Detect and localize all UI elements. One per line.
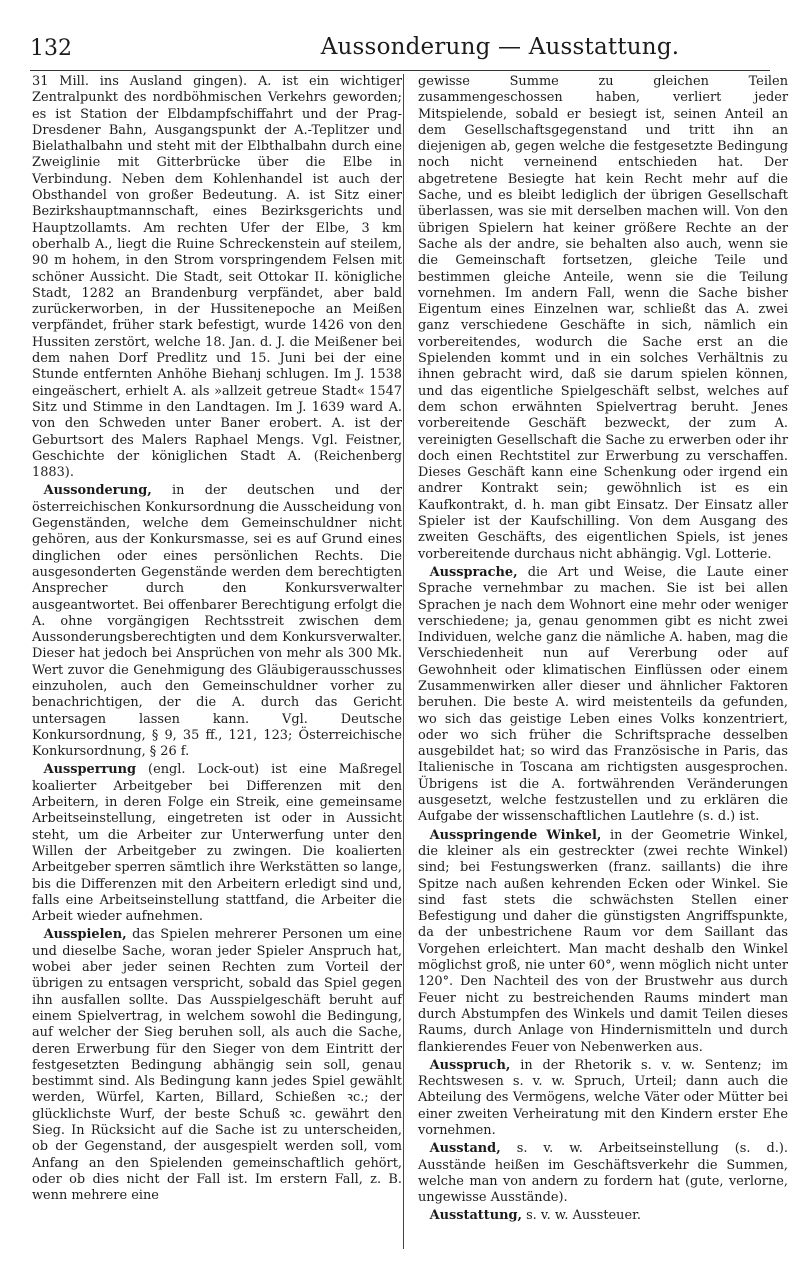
header-rule — [30, 70, 770, 71]
entry-aussperrung — [32, 762, 402, 925]
entry-text: die Art und Weise, die Laute einer Sprache vernehmbar zu machen. Sie ist bei allen Sprachen je nach dem Wohnort eine mehr oder weniger verschiedene; ja, genau genommen gibt es nicht zwei Individuen, welche ganz die nämliche A. haben, mag die Verschiedenheit nun auf Vererbung oder auf Gewohnheit oder klimatischen Einflüssen oder einem Zusammenwirken aller dieser und ähnlicher Faktoren beruhen. Die beste A. wird meistenteils da gefunden, wo sich das geistige Leben eines Volks konzentriert, oder wo sich früher die Schriftsprache desselben ausgebildet hat; so wird das Französische in Paris, das Italienische in Toscana am richtigsten ausgesprochen. Übrigens ist die A. fortwährenden Veränderungen ausgesetzt, welche festzustellen und zu erklären die Aufgabe der wissenschaftlichen Lautlehre (s. d.) ist. — [418, 564, 788, 825]
page-header — [30, 32, 770, 66]
entry-text: in der deutschen und der österreichischen Konkursordnung die Ausscheidung von Gegenständen, welche dem Gemeinschuldner nicht gehören, aus der Konkursmasse, sei es auf Grund eines dinglichen oder eines persönlichen Rechts. Die ausgesonderten Gegenstände werden dem berechtigten Ansprecher durch den Konkursverwalter ausgeantwortet. Bei offenbarer Berechtigung erfolgt die A. ohne vorgängigen Rechtsstreit zwischen dem Aussonderungsberechtigten und dem Konkursverwalter. Dieser hat jedoch bei Ansprüchen von mehr als 300 Mk. Wert zuvor die Genehmigung des Gläubigerausschusses einzuholen, auch den Gemeinschuldner vorher zu benachrichtigen, der die A. durch das Gericht untersagen lassen kann. Vgl. Deutsche Konkursordnung, § 9, 35 ff., 121, 123; Österreichische Konkursordnung, § 26 f. — [32, 483, 402, 760]
headword: Aussprache, — [429, 564, 518, 580]
headword: Ausspruch, — [429, 1057, 511, 1073]
entry-ausspruch — [418, 1058, 788, 1139]
entry-ausspielen — [32, 927, 402, 1204]
entry-aussonderung — [32, 483, 402, 760]
entry-text: das Spielen mehrerer Personen um eine und dieselbe Sache, woran jeder Spieler Anspruch hat, wobei aber jeder seinen Rechten zum Vorteil der übrigen zu entsagen verspricht, sobald das Spiel gegen ihn ausfallen sollte. Das Ausspielgeschäft beruht auf einem Spielvertrag, in welchem sowohl die Bedingung, auf welcher der Sieg beruhen soll, als auch die Sache, deren Erwerbung für den Sieger von dem Eintritt der festgesetzten Bedingung abhängig sein soll, genau bestimmt sind. Als Bedingung kann jedes Spiel gewählt werden, Würfel, Karten, Billard, Schießen ꝛc.; der glücklichste Wurf, der beste Schuß ꝛc. gewährt den Sieg. In Rücksicht auf die Sache ist zu unterscheiden, ob der Gegenstand, der ausgespielt werden soll, vom Anfang an den Spielenden gemeinschaftlich gehört, oder ob dies nicht der Fall ist. Im erstern Fall, z. B. wenn mehrere eine — [32, 927, 402, 1204]
right-continuation-text: gewisse Summe zu gleichen Teilen zusammengeschossen haben, verliert jeder Mitspielende, sobald er besiegt ist, seinen Anteil an dem Gesellschaftsgegenstand und tritt ihn an diejenigen ab, gegen welche die festgesetzte Bedingung noch nicht verneinend entschieden hat. Der abgetretene Besiegte hat kein Recht mehr auf die Sache, und es bleibt lediglich der übrigen Gesellschaft überlassen, was sie mit derselben machen will. Von den übrigen Spielern hat keiner größere Rechte an der Sache als der andre, sie behalten also auch, wenn sie die Gemeinschaft fortsetzen, gleiche Teile und bestimmen gleiche Anteile, wenn sie die Teilung vornehmen. Im andern Fall, wenn die Sache bisher Eigentum eines Einzelnen war, schließt das A. zwei ganz verschiedene Geschäfte in sich, nämlich ein vorbereitendes, wodurch die Sache erst an die Spielenden kommt und in ein solches Verhältnis zu ihnen gebracht wird, daß sie darum spielen können, und das eigentliche Spielgeschäft selbst, welches auf dem schon erwähnten Spielvertrag beruht. Jenes vorbereitende Geschäft bezweckt, der zum A. vereinigten Gesellschaft die Sache zu erwerben oder ihr doch einen Rechtstitel zur Erwerbung zu verschaffen. Dieses Geschäft kann eine Schenkung oder irgend ein andrer Kontrakt sein; gewöhnlich ist es ein Kaufkontrakt, d. h. man gibt Einsatz. Der Einsatz aller Spieler ist der Kaufschilling. Von dem Ausgang des zweiten Geschäfts, des eigentlichen Spiels, ist jenes vorbereitende durchaus nicht abhängig. Vgl. Lotterie. — [418, 74, 788, 562]
headword: Ausspringende Winkel, — [429, 827, 602, 843]
page-number: 132 — [30, 36, 72, 61]
entry-ausstattung — [418, 1208, 788, 1224]
headword: Ausstattung, — [429, 1208, 522, 1224]
entry-ausspringende-winkel — [418, 828, 788, 1056]
headword: Aussonderung, — [43, 483, 152, 499]
running-head: Aussonderung — Ausstattung. — [320, 34, 680, 60]
entry-text: in der Rhetorik s. v. w. Sentenz; im Rechtswesen s. v. w. Spruch, Urteil; dann auch die Abteilung des Vermögens, welche Väter oder Mütter bei einer zweiten Verheiratung mit den Kindern erster Ehe vornehmen. — [418, 1057, 788, 1138]
entry-ausstand — [418, 1141, 788, 1206]
headword: Ausstand, — [429, 1141, 501, 1157]
column-divider — [403, 74, 404, 1249]
right-column — [418, 74, 788, 1227]
entry-text: (engl. Lock-out) ist eine Maßregel koalierter Arbeitgeber bei Differenzen mit den Arbeitern, in deren Folge ein Streik, eine gemeinsame Arbeitseinstellung, eingetreten ist oder in Aussicht steht, um die Arbeiter zur Unterwerfung unter den Willen der Arbeitgeber zu zwingen. Die koalierten Arbeitgeber sperren sämtlich ihre Werkstätten so lange, bis die Differenzen mit den Arbeitern erledigt sind und, falls eine Arbeitseinstellung stattfand, die Arbeiter die Arbeit wieder aufnehmen. — [32, 762, 402, 925]
entry-text: s. v. w. Arbeitseinstellung (s. d.). Ausstände heißen im Geschäftsverkehr die Summen, welche man von andern zu fordern hat (gute, verlorne, ungewisse Ausstände). — [418, 1141, 788, 1206]
entry-text: s. v. w. Aussteuer. — [521, 1208, 641, 1224]
entry-text: in der Geometrie Winkel, die kleiner als ein gestreckter (zwei rechte Winkel) sind; bei Festungswerken (franz. saillants) die ihre Spitze nach außen kehrenden Ecken oder Winkel. Sie sind fast stets die schwächsten Stellen einer Befestigung und daher die günstigsten Angriffspunkte, da der unbestrichene Raum vor dem Saillant das Vorgehen erleichtert. Man macht deshalb den Winkel möglichst groß, nie unter 60°, wenn möglich nicht unter 120°. Den Nachteil des von der Brustwehr aus durch Feuer nicht zu bestreichenden Raums mindert man durch Abstumpfen des Winkels und damit Teilen dieses Raums, durch Anlage von Hindernismitteln und durch flankierendes Feuer von Nebenwerken aus. — [418, 827, 789, 1055]
entry-aussprache — [418, 565, 788, 826]
headword: Aussperrung — [43, 762, 137, 778]
left-continuation-text: 31 Mill. ins Ausland gingen). A. ist ein wichtiger Zentralpunkt des nordböhmischen Verkehrs geworden; es ist Station der Elbdampfschiffahrt und der Prag-Dresdener Bahn, Ausgangspunkt der A.-Teplitzer und Bielathalbahn und steht mit der Elbthalbahn durch eine Zweiglinie mit Gitterbrücke über die Elbe in Verbindung. Neben dem Kohlenhandel ist auch der Obsthandel von großer Bedeutung. A. ist Sitz einer Bezirkshauptmannschaft, eines Bezirksgerichts und Hauptzollamts. Am rechten Ufer der Elbe, 3 km oberhalb A., liegt die Ruine Schreckenstein auf steilem, 90 m hohem, in den Strom vorspringendem Felsen mit schöner Aussicht. Die Stadt, seit Ottokar II. königliche Stadt, 1282 an Brandenburg verpfändet, aber bald zurückerworben, in der Hussitenepoche an Meißen verpfändet, früher stark befestigt, wurde 1426 von den Hussiten zerstört, welche 18. Jan. d. J. die Meißener bei dem nahen Dorf Predlitz und 15. Juni bei der eine Stunde entfernten Anhöhe Biehanj schlugen. Im J. 1538 eingeäschert, erhielt A. als »allzeit getreue Stadt« 1547 Sitz und Stimme in den Landtagen. Im J. 1639 ward A. von den Schweden unter Baner erobert. A. ist der Geburtsort des Malers Raphael Mengs. Vgl. Feistner, Geschichte der königlichen Stadt A. (Reichenberg 1883). — [32, 74, 402, 481]
headword: Ausspielen, — [43, 927, 127, 943]
left-column — [32, 74, 402, 1206]
